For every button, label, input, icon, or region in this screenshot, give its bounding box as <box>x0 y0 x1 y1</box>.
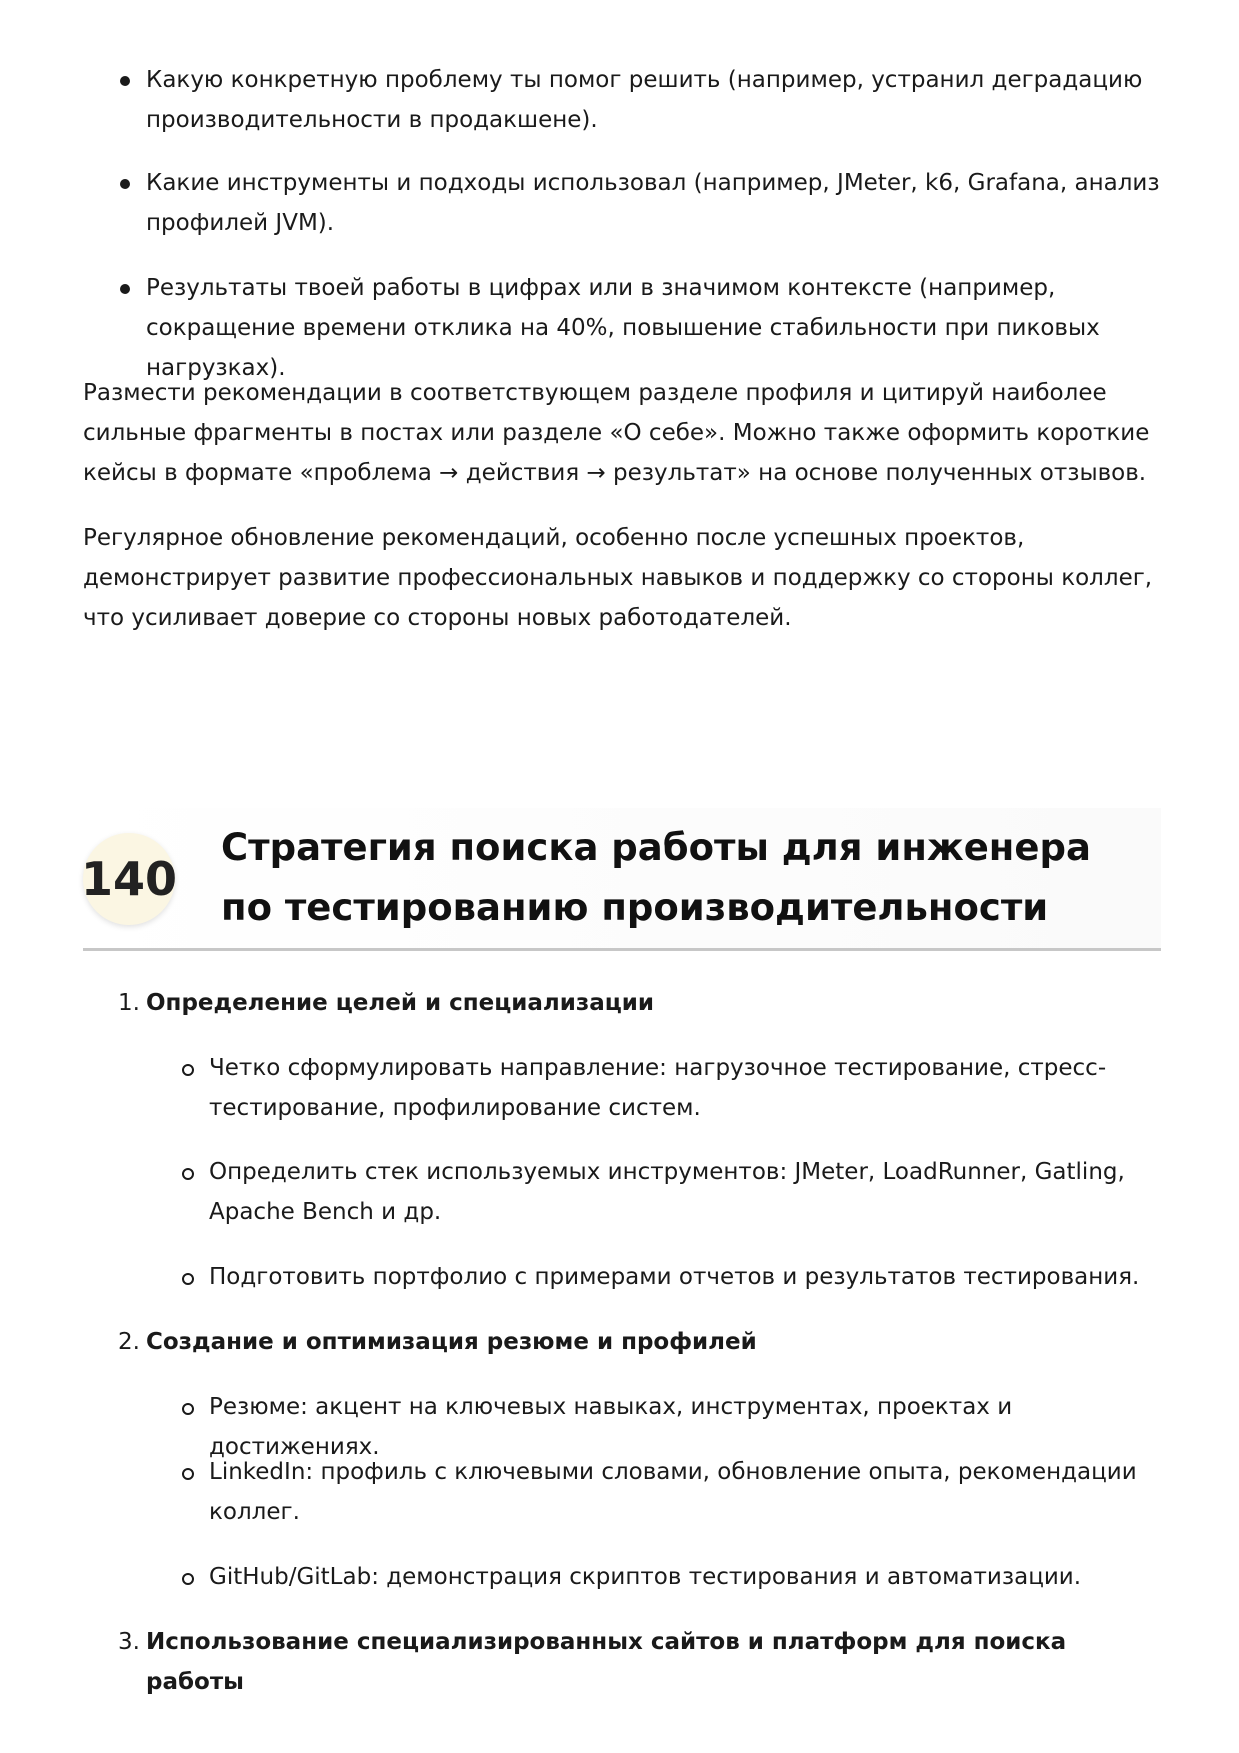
list-item-text: Результаты твоей работы в цифрах или в значимом контексте (например, сокращение времени отклика на 40%, повышение стабильности при пиковых нагрузках). <box>146 275 1100 381</box>
circle-bullet-icon <box>182 1168 194 1180</box>
step-title: Определение целей и специализации <box>146 990 655 1016</box>
list-number: 1. <box>118 990 140 1016</box>
sub-list-item-text: GitHub/GitLab: демонстрация скриптов тестирования и автоматизации. <box>209 1564 1082 1590</box>
circle-bullet-icon <box>182 1273 194 1285</box>
list-item <box>146 268 1166 388</box>
circle-bullet-icon <box>182 1403 194 1415</box>
paragraph: Регулярное обновление рекомендаций, особенно после успешных проектов, демонстрирует развитие профессиональных навыков и поддержку со стороны коллег, что усиливает доверие со стороны новых работодателей. <box>83 525 1153 631</box>
sub-list-item <box>209 1452 1159 1532</box>
list-item <box>146 163 1166 243</box>
list-item-text: Какую конкретную проблему ты помог решить (например, устранил деградацию производительности в продакшене). <box>146 67 1143 133</box>
ordered-list-item <box>118 1622 1166 1702</box>
sub-list-item-text: Подготовить портфолио с примерами отчетов и результатов тестирования. <box>209 1264 1140 1290</box>
sub-list-item-text: Четко сформулировать направление: нагрузочное тестирование, стресс-тестирование, профилирование систем. <box>209 1055 1107 1121</box>
list-item <box>146 60 1166 140</box>
list-number: 2. <box>118 1329 140 1355</box>
list-item-text: Какие инструменты и подходы использовал (например, JMeter, k6, Grafana, анализ профилей JVM). <box>146 170 1160 236</box>
paragraph: Размести рекомендации в соответствующем разделе профиля и цитируй наиболее сильные фрагменты в постах или разделе «О себе». Можно также оформить короткие кейсы в формате «проблема → действия → результат» на основе полученных отзывов. <box>83 380 1150 486</box>
chapter-title: Стратегия поиска работы для инженера по тестированию производительности <box>221 826 1091 929</box>
bullet-icon <box>120 284 130 294</box>
sub-list-item <box>209 1557 1159 1597</box>
list-number: 3. <box>118 1629 140 1655</box>
sub-list-item <box>209 1257 1159 1297</box>
circle-bullet-icon <box>182 1064 194 1076</box>
circle-bullet-icon <box>182 1573 194 1585</box>
bullet-icon <box>120 76 130 86</box>
sub-list-item-text: Определить стек используемых инструментов: JMeter, LoadRunner, Gatling, Apache Bench и др. <box>209 1159 1125 1225</box>
sub-list-item-text: LinkedIn: профиль с ключевыми словами, обновление опыта, рекомендации коллег. <box>209 1459 1137 1525</box>
circle-bullet-icon <box>182 1468 194 1480</box>
step-title: Создание и оптимизация резюме и профилей <box>146 1329 757 1355</box>
ordered-list-item <box>118 1322 1166 1362</box>
step-title: Использование специализированных сайтов и платформ для поиска работы <box>146 1629 1067 1695</box>
bullet-icon <box>120 179 130 189</box>
chapter-heading <box>80 808 1161 951</box>
chapter-number-badge: 140 <box>83 833 175 925</box>
ordered-list-item <box>118 983 1166 1023</box>
sub-list-item <box>209 1152 1159 1232</box>
sub-list-item-text: Резюме: акцент на ключевых навыках, инструментах, проектах и достижениях. <box>209 1394 1013 1460</box>
sub-list-item <box>209 1048 1159 1128</box>
